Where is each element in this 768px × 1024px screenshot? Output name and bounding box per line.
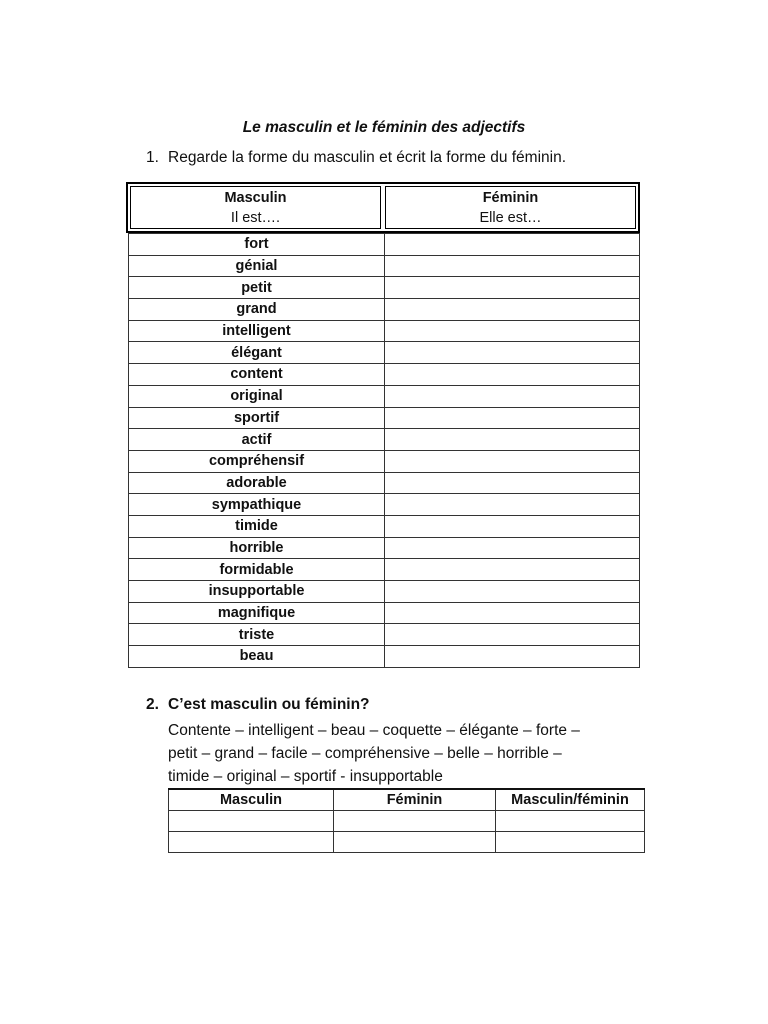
table-row xyxy=(129,342,640,364)
exercise-2-question xyxy=(146,696,370,714)
answer-cell[interactable] xyxy=(496,811,645,832)
feminine-answer-cell[interactable] xyxy=(385,581,640,603)
table-row xyxy=(129,299,640,321)
masculine-word: triste xyxy=(129,624,385,646)
exercise-1-instruction xyxy=(146,149,566,167)
exercise-1-table xyxy=(128,233,640,668)
feminine-answer-cell[interactable] xyxy=(385,255,640,277)
table-row xyxy=(129,537,640,559)
exercise-2-word-list xyxy=(168,719,638,788)
table-row xyxy=(129,646,640,668)
header-masculin-sub: Il est…. xyxy=(230,209,281,226)
column-feminin: Féminin xyxy=(334,789,496,811)
exercise-2-number: 2. xyxy=(146,696,159,713)
table-row xyxy=(129,472,640,494)
feminine-answer-cell[interactable] xyxy=(385,364,640,386)
answer-cell[interactable] xyxy=(496,832,645,853)
word-list-line: timide – original – sportif - insupportable xyxy=(168,768,443,785)
masculine-word: petit xyxy=(129,277,385,299)
table-row xyxy=(129,320,640,342)
exercise-1-text: Regarde la forme du masculin et écrit la forme du féminin. xyxy=(168,149,567,166)
table-row xyxy=(129,581,640,603)
feminine-answer-cell[interactable] xyxy=(385,407,640,429)
table-row xyxy=(129,407,640,429)
table-row xyxy=(129,450,640,472)
masculine-word: horrible xyxy=(129,537,385,559)
table-row xyxy=(129,624,640,646)
table-row xyxy=(129,364,640,386)
column-masculin: Masculin xyxy=(169,789,334,811)
masculine-word: élégant xyxy=(129,342,385,364)
feminine-answer-cell[interactable] xyxy=(385,299,640,321)
answer-cell[interactable] xyxy=(334,811,496,832)
table-row xyxy=(129,559,640,581)
table-row xyxy=(129,494,640,516)
feminine-answer-cell[interactable] xyxy=(385,277,640,299)
answer-cell[interactable] xyxy=(169,832,334,853)
header-feminin xyxy=(385,186,636,229)
table-row xyxy=(129,385,640,407)
exercise-1-number: 1. xyxy=(146,149,159,166)
masculine-word: insupportable xyxy=(129,581,385,603)
masculine-word: timide xyxy=(129,515,385,537)
feminine-answer-cell[interactable] xyxy=(385,602,640,624)
table-row xyxy=(129,515,640,537)
masculine-word: magnifique xyxy=(129,602,385,624)
feminine-answer-cell[interactable] xyxy=(385,494,640,516)
masculine-word: sympathique xyxy=(129,494,385,516)
masculine-word: original xyxy=(129,385,385,407)
feminine-answer-cell[interactable] xyxy=(385,559,640,581)
table-header-row xyxy=(169,789,645,811)
feminine-answer-cell[interactable] xyxy=(385,429,640,451)
masculine-word: sportif xyxy=(129,407,385,429)
feminine-answer-cell[interactable] xyxy=(385,450,640,472)
word-list-line: petit – grand – facile – compréhensive – belle – horrible – xyxy=(168,745,562,762)
masculine-word: compréhensif xyxy=(129,450,385,472)
table-row xyxy=(129,234,640,256)
masculine-word: beau xyxy=(129,646,385,668)
exercise-2-question-text: C’est masculin ou féminin? xyxy=(168,696,370,713)
masculine-word: actif xyxy=(129,429,385,451)
masculine-word: content xyxy=(129,364,385,386)
header-masculin-label: Masculin xyxy=(224,189,287,206)
table-row xyxy=(169,811,645,832)
masculine-word: grand xyxy=(129,299,385,321)
column-masculin-feminin: Masculin/féminin xyxy=(496,789,645,811)
masculine-word: adorable xyxy=(129,472,385,494)
feminine-answer-cell[interactable] xyxy=(385,320,640,342)
masculine-word: intelligent xyxy=(129,320,385,342)
masculine-word: génial xyxy=(129,255,385,277)
feminine-answer-cell[interactable] xyxy=(385,646,640,668)
table-row xyxy=(169,832,645,853)
answer-cell[interactable] xyxy=(334,832,496,853)
exercise-1-table-header xyxy=(126,182,640,233)
header-feminin-sub: Elle est… xyxy=(479,209,542,226)
answer-cell[interactable] xyxy=(169,811,334,832)
word-list-line: Contente – intelligent – beau – coquette – élégante – forte – xyxy=(168,722,580,739)
table-row xyxy=(129,429,640,451)
exercise-2-table xyxy=(168,788,645,853)
feminine-answer-cell[interactable] xyxy=(385,472,640,494)
feminine-answer-cell[interactable] xyxy=(385,515,640,537)
table-row xyxy=(129,255,640,277)
feminine-answer-cell[interactable] xyxy=(385,234,640,256)
header-feminin-label: Féminin xyxy=(482,189,539,206)
feminine-answer-cell[interactable] xyxy=(385,537,640,559)
feminine-answer-cell[interactable] xyxy=(385,342,640,364)
table-row xyxy=(129,602,640,624)
masculine-word: fort xyxy=(129,234,385,256)
feminine-answer-cell[interactable] xyxy=(385,385,640,407)
feminine-answer-cell[interactable] xyxy=(385,624,640,646)
table-row xyxy=(129,277,640,299)
masculine-word: formidable xyxy=(129,559,385,581)
worksheet-title: Le masculin et le féminin des adjectifs xyxy=(242,119,526,136)
header-masculin xyxy=(130,186,381,229)
